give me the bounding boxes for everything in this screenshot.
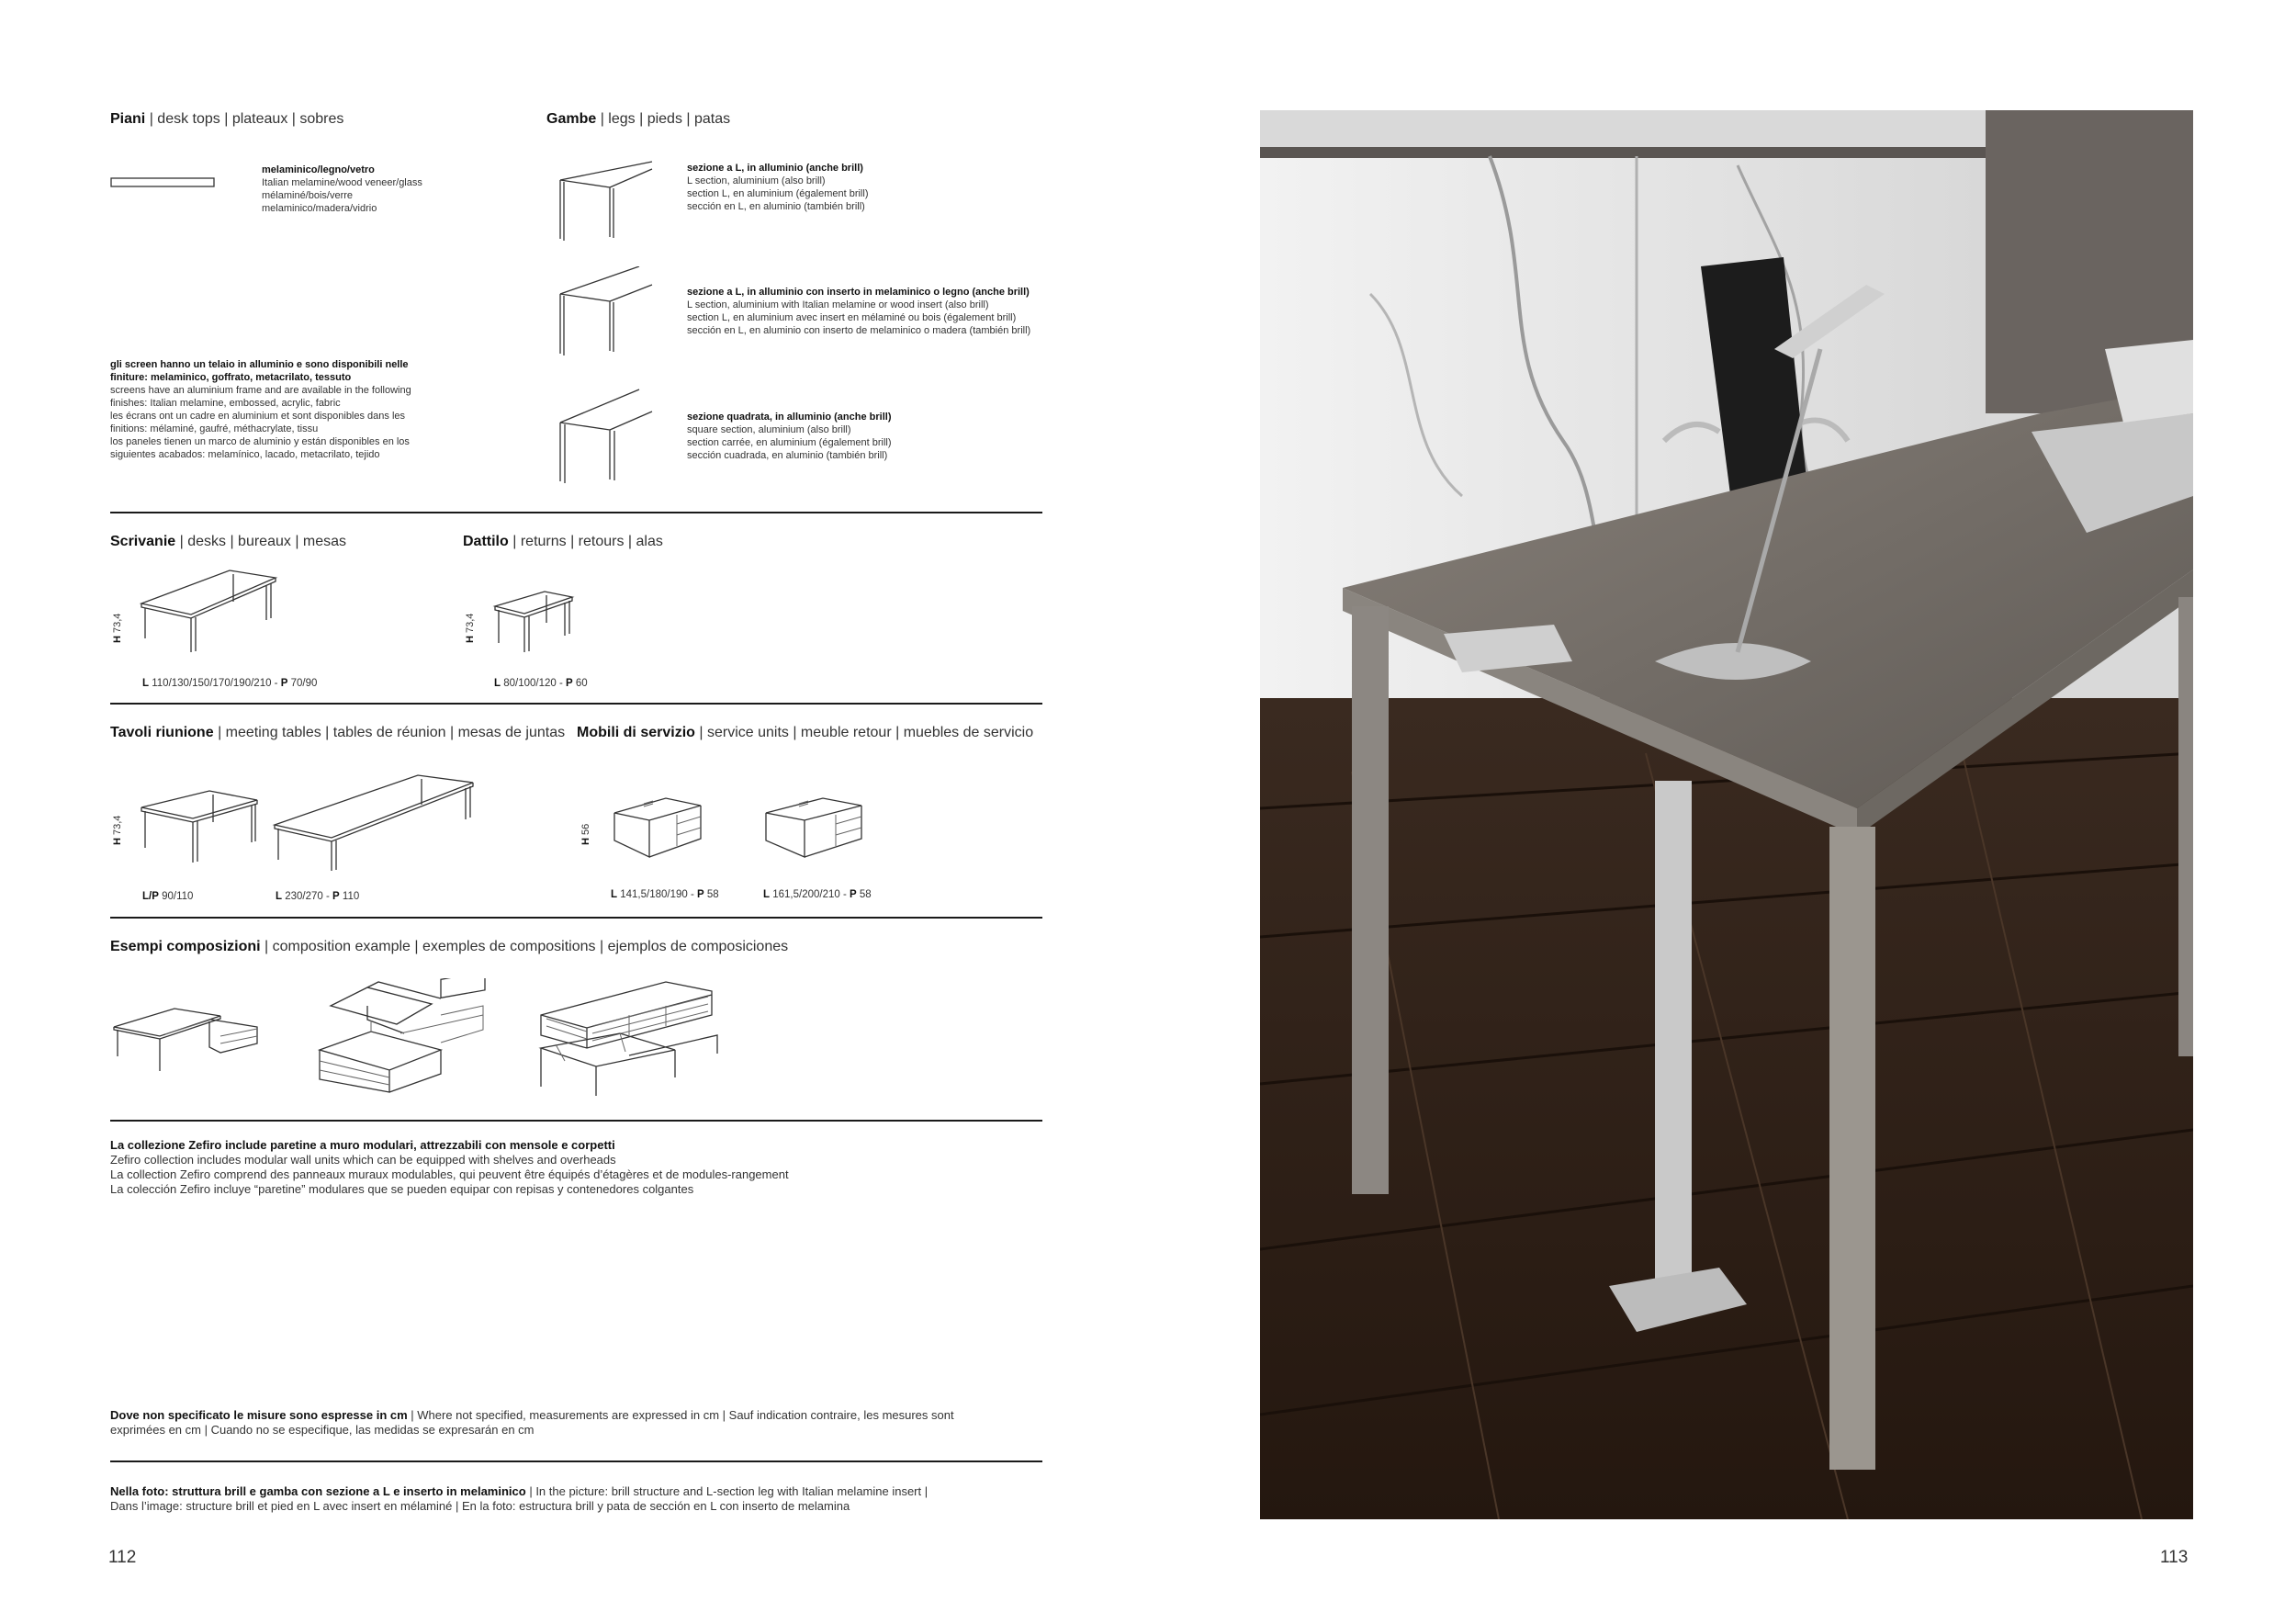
desk-top-thickness-drawing	[110, 176, 216, 189]
divider	[110, 1460, 1042, 1462]
measurement-note: Dove non specificato le misure sono espresse in cm | Where not specified, measurements are expressed in cm | Sauf indication contraire, les mesures sont exprimées en cm | Cuando no se especifique, las medidas se expresarán en cm	[110, 1408, 954, 1437]
page-number-left: 112	[108, 1548, 137, 1567]
desk-top-materials: melaminico/legno/vetro Italian melamine/wood veneer/glass mélaminé/bois/verre melaminico/madera/vidrio	[262, 164, 422, 214]
meeting-table-square-dimensions: L/P 90/110	[142, 891, 194, 902]
section-title-gambe: Gambe | legs | pieds | patas	[546, 111, 731, 127]
meeting-table-long-dimensions: L 230/270 - P 110	[276, 891, 360, 902]
collection-note: La collezione Zefiro include paretine a muro modulari, attrezzabili con mensole e corpetti Zefiro collection includes modular wall units which can be equipped with shelves and overheads La collection Zefiro comprend des panneaux muraux modulables, qui peuvent être équipés d’étagères et de modules-rangement La colección Zefiro incluye “paretine” modulares que se pueden equipar con repisas y contenedores colgantes	[110, 1138, 789, 1196]
section-title-dattilo: Dattilo | returns | retours | alas	[463, 534, 663, 549]
leg-l-section-drawing	[551, 156, 670, 248]
section-title-tavoli: Tavoli riunione | meeting tables | tables de réunion | mesas de juntas	[110, 725, 566, 740]
meeting-table-long-drawing	[271, 772, 478, 873]
photo-caption: Nella foto: struttura brill e gamba con sezione a L e inserto in melaminico | In the picture: brill structure and L-section leg with Italian melamine insert | Dans l’image: structure brill et pied en L avec insert en mélaminé | En la foto: estructura brill y pata de sección en L con inserto de melamina	[110, 1484, 929, 1513]
leg-square-section-text: sezione quadrata, in alluminio (anche brill) square section, aluminium (also brill) section carrée, en aluminium (également brill) sección cuadrada, en aluminio (también brill)	[687, 412, 892, 461]
leg-l-section-text: sezione a L, in alluminio (anche brill) L section, aluminium (also brill) section L, en aluminium (également brill) sección en L, en aluminio (también brill)	[687, 163, 869, 212]
leg-l-insert-drawing	[551, 266, 670, 358]
screen-note: gli screen hanno un telaio in alluminio e sono disponibili nelle finiture: melaminico, goffrato, metacrilato, tessuto screens have an aluminium frame and are available in the following finishes: Italian melamine, embossed, acrylic, fabric les écrans ont un cadre en aluminium et sont disponibles dans les finitions: mélaminé, gaufré, méthacrylate, tissu los paneles tienen un marco de aluminio y están disponibles en los siguientes acabados: melamínico, lacado, metacrilato, tejido	[110, 359, 411, 460]
divider	[110, 512, 1042, 513]
service-unit-1-dimensions: L 141,5/180/190 - P 58	[611, 889, 719, 900]
composition-example-3-drawing	[537, 978, 721, 1098]
desk-height-label: H 73,4	[112, 613, 123, 643]
service-unit-2-drawing	[762, 795, 868, 863]
return-height-label: H 73,4	[465, 613, 476, 643]
leg-square-section-drawing	[551, 386, 670, 487]
return-drawing	[491, 579, 583, 661]
service-unit-1-drawing	[611, 795, 707, 863]
section-title-mobili: Mobili di servizio | service units | meuble retour | muebles de servicio	[577, 725, 1034, 740]
meeting-table-height-label: H 73,4	[112, 815, 123, 845]
page-number-right: 113	[2160, 1548, 2189, 1567]
composition-example-1-drawing	[110, 1001, 266, 1075]
meeting-table-square-drawing	[138, 785, 266, 868]
desk-dimensions: L 110/130/150/170/190/210 - P 70/90	[142, 678, 318, 689]
service-unit-height-label: H 56	[580, 823, 591, 845]
return-dimensions: L 80/100/120 - P 60	[494, 678, 588, 689]
section-title-esempi: Esempi composizioni | composition example | exemples de compositions | ejemplos de composiciones	[110, 939, 789, 954]
divider	[110, 917, 1042, 919]
section-title-piani: Piani | desk tops | plateaux | sobres	[110, 111, 344, 127]
divider	[110, 1120, 1042, 1122]
desk-drawing	[138, 565, 285, 657]
section-title-scrivanie: Scrivanie | desks | bureaux | mesas	[110, 534, 347, 549]
service-unit-2-dimensions: L 161,5/200/210 - P 58	[763, 889, 872, 900]
product-photo	[1260, 110, 2193, 1519]
divider	[110, 703, 1042, 705]
leg-l-insert-text: sezione a L, in alluminio con inserto in melaminico o legno (anche brill) L section, aluminium with Italian melamine or wood insert (also brill) section L, en aluminium avec insert en mélaminé ou bois (également brill) sección en L, en aluminio con inserto de melaminico o madera (también brill)	[687, 287, 1031, 336]
composition-example-2-drawing	[312, 978, 491, 1093]
